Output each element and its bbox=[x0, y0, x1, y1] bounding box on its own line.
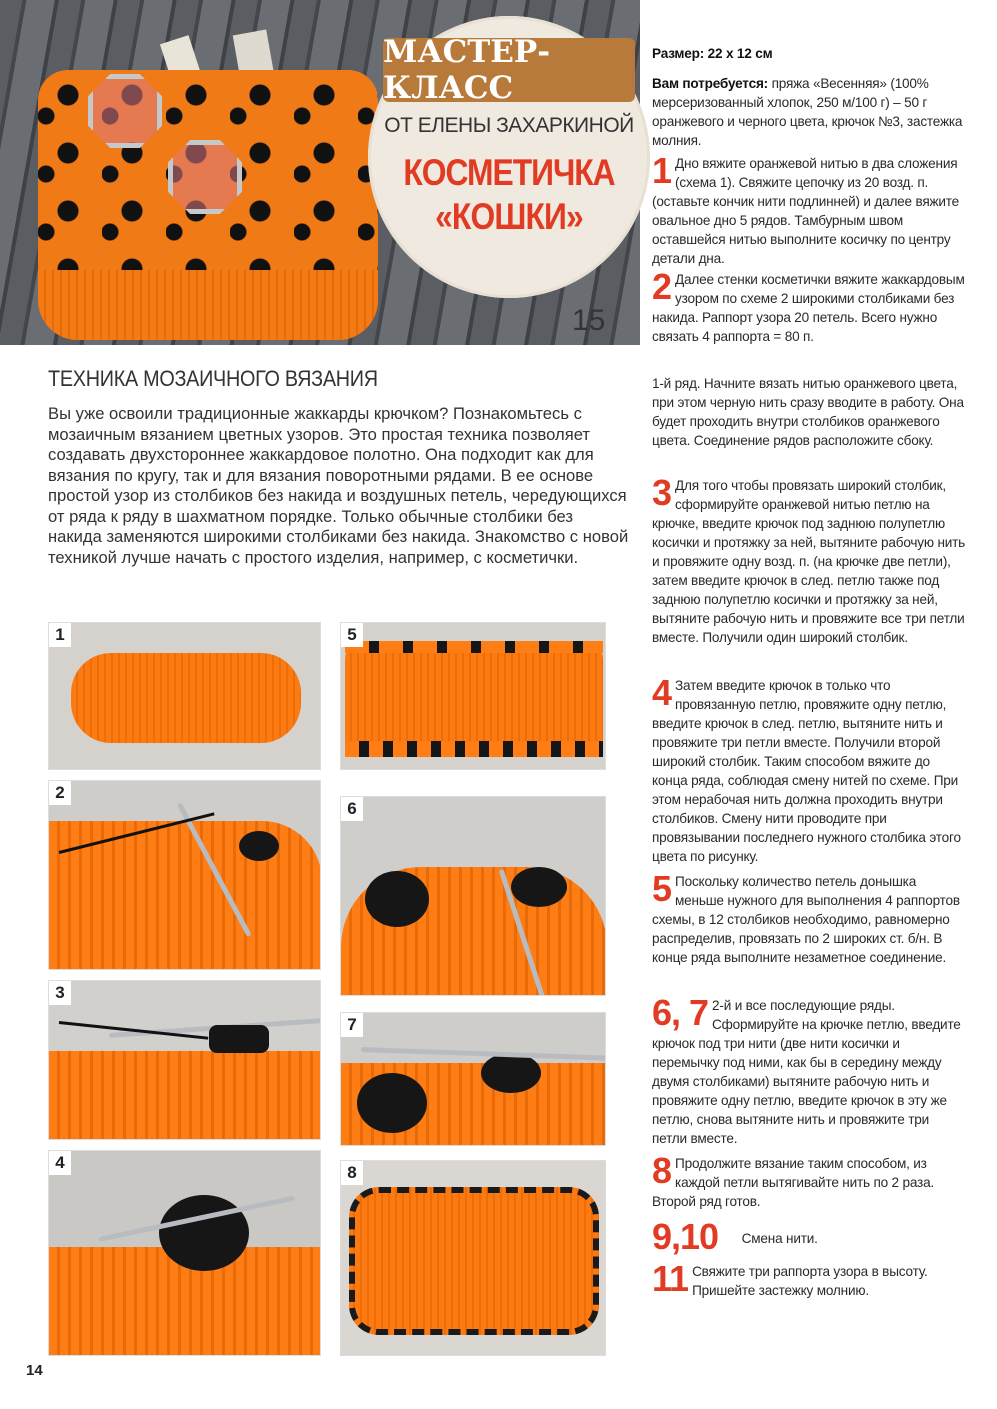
crochet-fabric bbox=[49, 1051, 321, 1140]
step-text: Для того чтобы провязать широкий столбик, сформируйте оранжевой нитью петлю на крючке, введите крючок под заднюю полупетлю косички и протяжку за ней, вытяните рабочую нить и провяжите одну возд. п. (на крючке две петли), затем введите крючок в след. петлю также под заднюю полупетлю косички и протяжку за ней, вытяните рабочую нить и провяжите все три петли вместе. Получили один широкий столбик. bbox=[652, 478, 966, 645]
materials-label: Вам потребуется: bbox=[652, 76, 769, 91]
step-number: 2 bbox=[652, 266, 672, 307]
step-photo-5 bbox=[340, 622, 606, 770]
step-number: 4 bbox=[652, 672, 672, 713]
page-number-top: 15 bbox=[572, 304, 606, 337]
step-number: 9,10 bbox=[652, 1216, 719, 1257]
step-text: Свяжите три раппорта узора в высоту. Пришейте застежку молнию. bbox=[692, 1264, 928, 1298]
intro-paragraph: Вы уже освоили традиционные жаккарды крючком? Познакомьтесь с мозаичным вязанием цветных узоров. Это простая техника позволяет создавать двухстороннее жаккардовое полотно. Она подходит как для вязания по кругу, так и для вязания поворотными рядами. В ее основе простой узор из столбиков без накида и воздушных петель, чередующихся от ряда к ряду в шахматном порядке. Только обычные столбики без накида заменяются широкими столбиками без накида. Знакомство с новой техникой лучше начать с простого изделия, например, с косметички. bbox=[48, 404, 629, 567]
step-number: 1 bbox=[652, 150, 672, 191]
crochet-hook bbox=[361, 1047, 606, 1061]
photo-number: 1 bbox=[49, 623, 71, 647]
step-photo-2 bbox=[48, 780, 321, 970]
step-photo-4 bbox=[48, 1150, 321, 1356]
step-6-7 bbox=[652, 992, 967, 1148]
photo-number: 6 bbox=[341, 797, 363, 821]
size-label: Размер: bbox=[652, 46, 705, 61]
step-number: 5 bbox=[652, 868, 672, 909]
black-yarn-spot bbox=[239, 831, 279, 861]
step-text: 1-й ряд. Начните вязать нитью оранжевого цвета, при этом черную нить сразу вводите в работу. Она будет проходить внутри столбиков оранжевого цвета. Соединение рядов расположите сбоку. bbox=[652, 376, 964, 448]
step-photo-8 bbox=[340, 1160, 606, 1356]
step-8 bbox=[652, 1150, 967, 1211]
page-number-bottom: 14 bbox=[26, 1362, 43, 1379]
step-text: Далее стенки косметички вяжите жаккардовым узором по схеме 2 широкими столбиками без накида. Раппорт узора 20 петель. Всего нужно связать 4 раппорта = 80 п. bbox=[652, 272, 965, 344]
step-photo-6 bbox=[340, 796, 606, 996]
crochet-oval-base bbox=[349, 1187, 599, 1335]
striped-edge bbox=[345, 641, 603, 653]
black-yarn-spot bbox=[481, 1053, 541, 1093]
size-value: 22 х 12 см bbox=[707, 46, 773, 61]
sunglasses-lens bbox=[168, 140, 242, 214]
step-text: Продолжите вязание таким способом, из каждой петли вытягивайте нить по 2 раза. Второй ряд готов. bbox=[652, 1156, 935, 1209]
badge-band-text: МАСТЕР-КЛАСС bbox=[383, 34, 551, 106]
black-yarn-spot bbox=[365, 871, 429, 927]
article-title-line2: «КОШКИ» bbox=[435, 196, 583, 237]
step-text: Дно вяжите оранжевой нитью в два сложения (схема 1). Свяжите цепочку из 20 возд. п. (оставьте кончик нити подлинней) и далее вяжите овальное дно 5 рядов. Тамбурным швом оставшейся нитью выполните косичку по центру детали дна. bbox=[652, 156, 960, 266]
black-yarn-cluster bbox=[159, 1195, 249, 1271]
step-row-1 bbox=[652, 374, 967, 450]
step-text: Смена нити. bbox=[741, 1231, 818, 1246]
step-number: 6, 7 bbox=[652, 992, 709, 1033]
step-number: 3 bbox=[652, 472, 672, 513]
step-1 bbox=[652, 150, 967, 268]
step-photo-1 bbox=[48, 622, 321, 770]
materials-text: пряжа «Весенняя» (100% мерсеризованный хлопок, 250 м/100 г) – 50 г оранжевого и черного цвета, крючок №3, застежка молния. bbox=[652, 76, 963, 148]
crochet-oval-base bbox=[71, 653, 301, 743]
photo-number: 3 bbox=[49, 981, 71, 1005]
step-text: Затем введите крючок в только что провязанную петлю, провяжите одну петлю, введите крючок в след. петлю, вытяните нить и провяжите три петли вместе. Получили второй широкий столбик. Таким способом вяжите до конца ряда, соблюдая смену нитей по схеме. При этом нерабочая нить должна проходить внутри столбиков. Смену нити проводите при провязывании последнего нужного столбика этого цвета по рисунку. bbox=[652, 678, 961, 864]
author-line: ОТ ЕЛЕНЫ ЗАХАРКИНОЙ bbox=[384, 114, 634, 137]
photo-number: 2 bbox=[49, 781, 71, 805]
size-line bbox=[652, 44, 967, 63]
step-text: Поскольку количество петель донышка меньше нужного для выполнения 4 раппортов схемы, в 12 столбиков необходимо, равномерно распределив, провязать по 2 широких ст. б/н. В конце ряда выполните незаметное соединение. bbox=[652, 874, 960, 965]
photo-number: 4 bbox=[49, 1151, 71, 1175]
step-5 bbox=[652, 868, 967, 967]
step-photo-3 bbox=[48, 980, 321, 1140]
step-2 bbox=[652, 266, 967, 346]
step-4 bbox=[652, 672, 967, 866]
step-number: 11 bbox=[652, 1258, 689, 1299]
striped-edge bbox=[345, 741, 603, 757]
article-title-line1: КОСМЕТИЧКА bbox=[403, 152, 615, 193]
step-text: 2-й и все последующие ряды. Сформируйте на крючке петлю, введите крючок под три нити (две нити косички и перемычку под ними, как бы в середину между двумя столбиками) вытяните рабочую нить и провяжите одну петлю, введите крючок в эту же петлю, снова вытяните нить и провяжите три петли вместе. bbox=[652, 998, 961, 1146]
black-yarn-spot bbox=[357, 1073, 427, 1133]
step-photo-7 bbox=[340, 1012, 606, 1146]
black-loops bbox=[209, 1025, 269, 1053]
materials-block bbox=[652, 74, 967, 150]
badge-band bbox=[383, 34, 635, 106]
photo-number: 8 bbox=[341, 1161, 363, 1185]
step-9-10 bbox=[652, 1216, 967, 1257]
black-yarn-spot bbox=[511, 867, 567, 907]
cosmetic-bag-bottom bbox=[38, 270, 378, 340]
step-number: 8 bbox=[652, 1150, 672, 1191]
photo-number: 5 bbox=[341, 623, 363, 647]
step-11 bbox=[652, 1258, 967, 1300]
step-3 bbox=[652, 472, 967, 647]
crochet-oval-base bbox=[345, 641, 603, 757]
section-heading: ТЕХНИКА МОЗАИЧНОГО ВЯЗАНИЯ bbox=[48, 366, 378, 391]
photo-number: 7 bbox=[341, 1013, 363, 1037]
